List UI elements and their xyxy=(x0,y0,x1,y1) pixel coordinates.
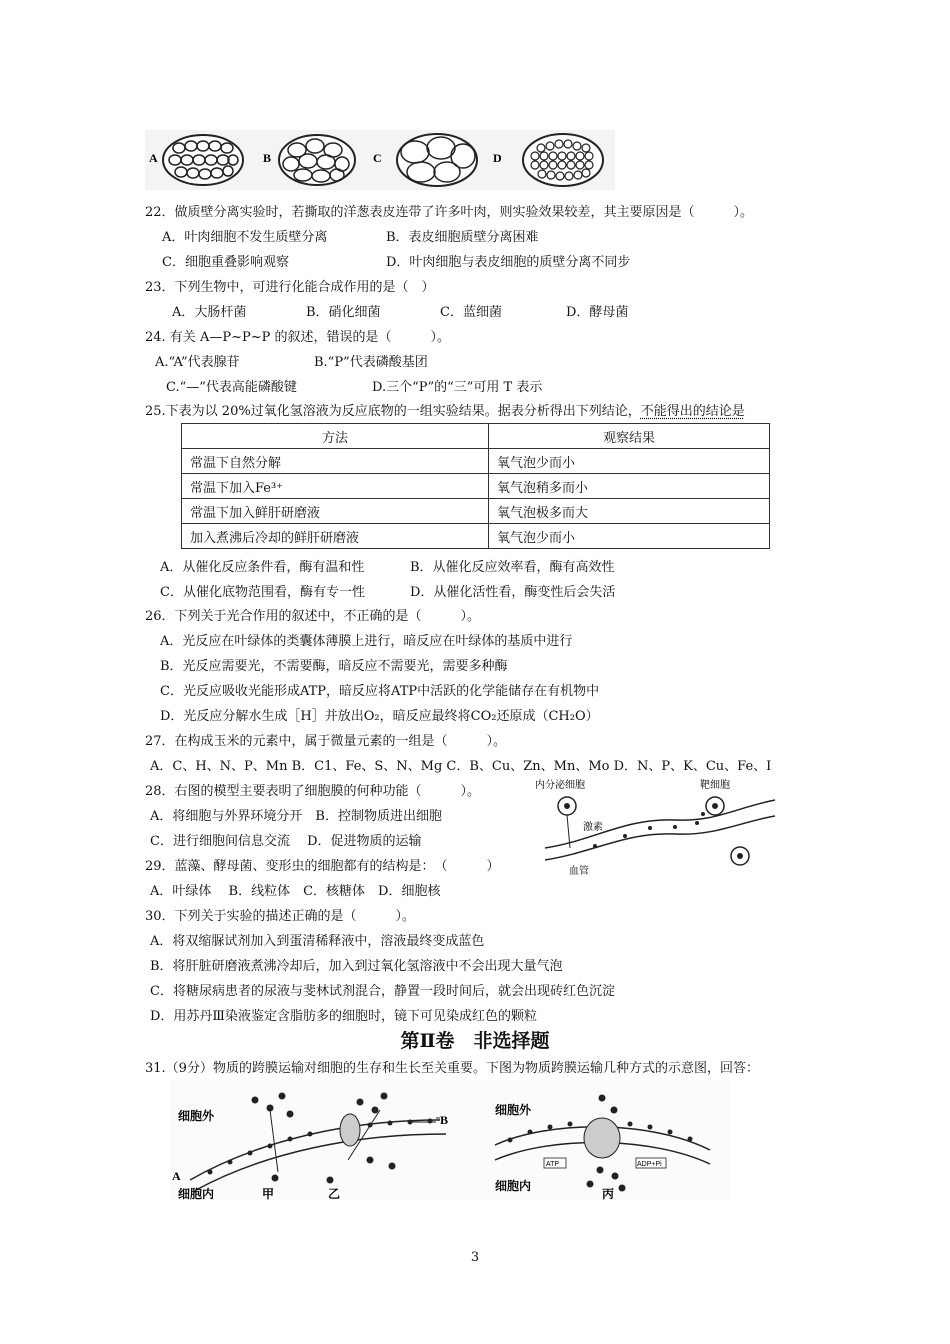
q24-option-a[interactable]: A.“A”代表腺苷 xyxy=(155,355,240,370)
q30-stem: 30．下列关于实验的描述正确的是（ ）。 xyxy=(145,909,416,924)
table-row xyxy=(182,474,770,499)
q23-option-b[interactable]: B．硝化细菌 xyxy=(306,305,381,320)
cell-label-c: C xyxy=(373,151,382,165)
fig28-label-target: 靶细胞 xyxy=(700,780,730,791)
q25-option-b[interactable]: B．从催化反应效率看，酶有高效性 xyxy=(410,560,615,575)
membrane-transport-figure xyxy=(170,1080,730,1200)
fig28-label-vessel: 血管 xyxy=(569,866,589,877)
q28-options-ab[interactable]: A．将细胞与外界环境分开 B．控制物质进出细胞 xyxy=(150,809,442,824)
q30-option-c[interactable]: C．将糖尿病患者的尿液与斐林试剂混合，静置一段时间后，就会出现砖红色沉淀 xyxy=(150,984,615,999)
fig31-label-adp: ADP+Pi xyxy=(637,1161,662,1168)
fig31-label-inside-right: 细胞内 xyxy=(495,1179,532,1193)
q31-stem: 31.（9分）物质的跨膜运输对细胞的生存和生长至关重要。下图为物质跨膜运输几种方式的示意图，回答： xyxy=(145,1061,759,1076)
fig31-label-outside-right: 细胞外 xyxy=(495,1103,532,1117)
cell-label-b: B xyxy=(263,151,272,165)
cell-label-a: A xyxy=(149,151,158,165)
q30-option-a[interactable]: A．将双缩脲试剂加入到蛋清稀释液中，溶液最终变成蓝色 xyxy=(150,934,485,949)
q25-stem xyxy=(145,400,745,419)
fig31-label-b: B xyxy=(440,1113,449,1127)
fig31-label-outside-left: 细胞外 xyxy=(178,1109,215,1123)
q22-option-b[interactable]: B．表皮细胞质壁分离困难 xyxy=(386,230,539,245)
fig31-label-a: A xyxy=(172,1169,181,1183)
section-title: 第Ⅱ卷 非选择题 xyxy=(400,1030,550,1052)
q25-stem-emphasis: 不能得出的结论是 xyxy=(640,404,745,419)
q28-options-cd[interactable]: C．进行细胞间信息交流 D．促进物质的运输 xyxy=(150,834,422,849)
q23-stem: 23．下列生物中，可进行化能合成作用的是（ ） xyxy=(145,280,435,295)
q30-option-b[interactable]: B．将肝脏研磨液煮沸冷却后，加入到过氧化氢溶液中不会出现大量气泡 xyxy=(150,959,563,974)
table-cell: 氧气泡少而小 xyxy=(489,449,770,474)
q26-stem: 26．下列关于光合作用的叙述中，不正确的是（ ）。 xyxy=(145,609,481,624)
table-row xyxy=(182,499,770,524)
table-cell: 氧气泡稍多而小 xyxy=(489,474,770,499)
q25-option-d[interactable]: D．从催化活性看，酶变性后会失活 xyxy=(410,585,616,600)
fig31-label-inside-left: 细胞内 xyxy=(178,1187,215,1200)
q25-results-table xyxy=(181,423,770,549)
q30-option-d[interactable]: D．用苏丹Ⅲ染液鉴定含脂肪多的细胞时，镜下可见染成红色的颗粒 xyxy=(150,1009,537,1024)
q29-stem: 29．蓝藻、酵母菌、变形虫的细胞都有的结构是： （ ） xyxy=(145,859,500,874)
hormone-signaling-figure xyxy=(535,778,780,878)
q24-stem: 24. 有关 A—P~P~P 的叙述，错误的是（ ）。 xyxy=(145,330,450,345)
fig31-label-yi: 乙 xyxy=(328,1187,341,1200)
q26-option-a[interactable]: A．光反应在叶绿体的类囊体薄膜上进行，暗反应在叶绿体的基质中进行 xyxy=(160,634,573,649)
q22-option-c[interactable]: C．细胞重叠影响观察 xyxy=(162,255,289,270)
table-cell: 常温下自然分解 xyxy=(182,449,489,474)
table-cell: 常温下加入Fe³⁺ xyxy=(182,474,489,499)
q24-option-d[interactable]: D.三个“P”的“三”可用 T 表示 xyxy=(372,380,543,395)
q22-stem: 22．做质壁分离实验时，若撕取的洋葱表皮连带了许多叶肉，则实验效果较差，其主要原因是（ ）。 xyxy=(145,205,754,220)
q24-option-b[interactable]: B.“P”代表磷酸基团 xyxy=(314,355,428,370)
cell-label-d: D xyxy=(493,151,502,165)
q26-option-d[interactable]: D．光反应分解水生成［H］并放出O₂，暗反应最终将CO₂还原成（CH₂O） xyxy=(160,709,599,724)
q23-option-d[interactable]: D．酵母菌 xyxy=(566,305,629,320)
q29-options[interactable]: A．叶绿体 B．线粒体 C．核糖体 D．细胞核 xyxy=(150,884,441,899)
q27-stem: 27．在构成玉米的元素中，属于微量元素的一组是（ ）。 xyxy=(145,734,507,749)
fig28-label-hormone: 激素 xyxy=(583,822,603,833)
q22-option-d[interactable]: D．叶肉细胞与表皮细胞的质壁分离不同步 xyxy=(386,255,631,270)
table-row xyxy=(182,524,770,549)
q25-option-c[interactable]: C．从催化底物范围看，酶有专一性 xyxy=(160,585,365,600)
q28-stem: 28．右图的模型主要表明了细胞膜的何种功能（ ）。 xyxy=(145,784,481,799)
table-cell: 氧气泡少而小 xyxy=(489,524,770,549)
table-cell: 加入煮沸后冷却的鲜肝研磨液 xyxy=(182,524,489,549)
table-cell: 氧气泡极多而大 xyxy=(489,499,770,524)
q23-option-c[interactable]: C．蓝细菌 xyxy=(440,305,502,320)
fig28-label-endocrine: 内分泌细胞 xyxy=(535,780,585,791)
table-cell: 常温下加入鲜肝研磨液 xyxy=(182,499,489,524)
fig31-label-jia: 甲 xyxy=(262,1187,275,1200)
q26-option-c[interactable]: C．光反应吸收光能形成ATP，暗反应将ATP中活跃的化学能储存在有机物中 xyxy=(160,684,600,699)
table-row xyxy=(182,449,770,474)
table-header-row xyxy=(182,424,770,449)
q24-option-c[interactable]: C.“—”代表高能磷酸键 xyxy=(166,380,297,395)
q22-option-a[interactable]: A．叶肉细胞不发生质壁分离 xyxy=(162,230,328,245)
table-header-result: 观察结果 xyxy=(489,424,770,449)
q27-options[interactable]: A．C、H、N、P、Mn B．C1、Fe、S、N、Mg C．B、Cu、Zn、Mn、Mo D．N、P、K、Cu、Fe、I xyxy=(150,759,772,774)
q25-option-a[interactable]: A．从催化反应条件看，酶有温和性 xyxy=(160,560,365,575)
cell-figure xyxy=(145,130,615,190)
table-header-method: 方法 xyxy=(182,424,489,449)
q25-stem-main: 25.下表为以 20%过氧化氢溶液为反应底物的一组实验结果。据表分析得出下列结论， xyxy=(145,404,641,419)
page-number: 3 xyxy=(470,1250,480,1265)
fig31-label-atp: ATP xyxy=(546,1161,560,1168)
q26-option-b[interactable]: B．光反应需要光，不需要酶，暗反应不需要光，需要多种酶 xyxy=(160,659,508,674)
fig31-label-bing: 丙 xyxy=(602,1187,615,1200)
q23-option-a[interactable]: A．大肠杆菌 xyxy=(172,305,247,320)
